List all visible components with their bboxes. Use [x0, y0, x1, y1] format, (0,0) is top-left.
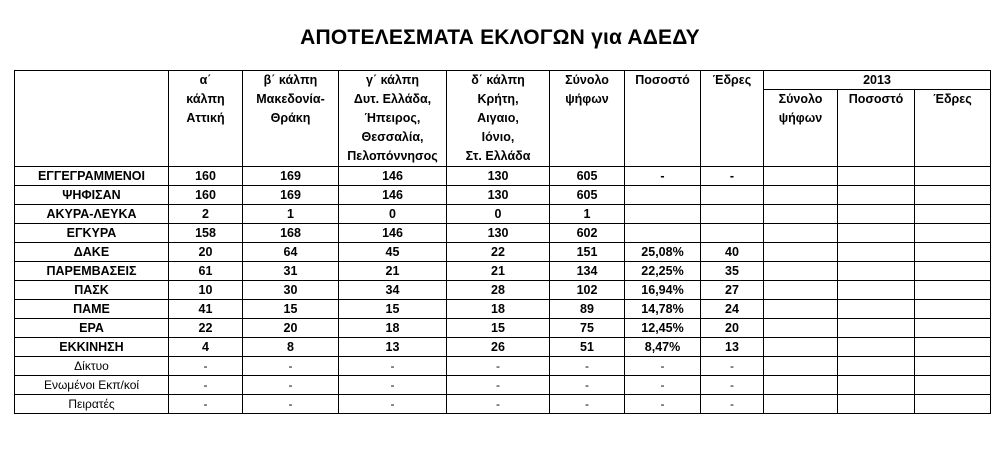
- table-cell: [701, 186, 764, 205]
- table-cell: [764, 167, 838, 186]
- header-line: Ποσοστό: [635, 73, 690, 87]
- table-cell: 0: [339, 205, 447, 224]
- header-line: Πελοπόννησος: [347, 149, 438, 163]
- table-cell: [764, 338, 838, 357]
- table-cell: 26: [447, 338, 550, 357]
- table-cell: [915, 376, 991, 395]
- row-label: ΨΗΦΙΣΑΝ: [15, 186, 169, 205]
- row-label: ΠΑΡΕΜΒΑΣΕΙΣ: [15, 262, 169, 281]
- table-cell: 151: [550, 243, 625, 262]
- table-cell: [701, 224, 764, 243]
- table-cell: 146: [339, 224, 447, 243]
- table-cell: 34: [339, 281, 447, 300]
- table-cell: [764, 395, 838, 414]
- table-cell: -: [701, 357, 764, 376]
- table-cell: 146: [339, 186, 447, 205]
- table-cell: [838, 224, 915, 243]
- table-cell: [838, 281, 915, 300]
- table-cell: -: [701, 395, 764, 414]
- table-cell: -: [625, 357, 701, 376]
- table-cell: 64: [243, 243, 339, 262]
- table-cell: 130: [447, 186, 550, 205]
- row-label: ΕΚΚΙΝΗΣΗ: [15, 338, 169, 357]
- table-cell: -: [243, 395, 339, 414]
- header-line: Σύνολο: [778, 92, 823, 106]
- table-cell: [764, 319, 838, 338]
- table-cell: 168: [243, 224, 339, 243]
- table-cell: [915, 281, 991, 300]
- header-line: Αττική: [186, 111, 225, 125]
- table-cell: 75: [550, 319, 625, 338]
- header-2013-percentage: [838, 90, 915, 167]
- table-cell: [915, 224, 991, 243]
- table-cell: 0: [447, 205, 550, 224]
- table-cell: 45: [339, 243, 447, 262]
- header-corner: [15, 71, 169, 167]
- table-cell: [915, 357, 991, 376]
- header-line: ψήφων: [565, 92, 609, 106]
- row-label: Δίκτυο: [15, 357, 169, 376]
- header-row: [15, 71, 991, 90]
- table-cell: -: [550, 395, 625, 414]
- row-label: ΕΓΓΕΓΡΑΜΜΕΝΟΙ: [15, 167, 169, 186]
- table-cell: [838, 319, 915, 338]
- table-row: [15, 300, 991, 319]
- table-cell: [838, 167, 915, 186]
- table-cell: 27: [701, 281, 764, 300]
- table-cell: 41: [169, 300, 243, 319]
- table-cell: 20: [243, 319, 339, 338]
- header-line: Κρήτη,: [477, 92, 519, 106]
- header-line: Δυτ. Ελλάδα,: [353, 92, 432, 106]
- table-cell: 158: [169, 224, 243, 243]
- table-cell: [838, 243, 915, 262]
- table-cell: [838, 395, 915, 414]
- table-cell: [701, 205, 764, 224]
- table-cell: -: [447, 376, 550, 395]
- header-line: α΄: [199, 73, 212, 87]
- table-cell: 18: [447, 300, 550, 319]
- header-line: Θεσσαλία,: [361, 130, 424, 144]
- table-cell: 4: [169, 338, 243, 357]
- table-cell: -: [625, 376, 701, 395]
- table-cell: -: [550, 376, 625, 395]
- table-cell: 28: [447, 281, 550, 300]
- table-cell: [764, 243, 838, 262]
- table-cell: 18: [339, 319, 447, 338]
- table-row: [15, 338, 991, 357]
- table-cell: 25,08%: [625, 243, 701, 262]
- table-cell: [915, 300, 991, 319]
- table-cell: 24: [701, 300, 764, 319]
- table-cell: [625, 205, 701, 224]
- table-cell: [838, 376, 915, 395]
- table-cell: [625, 224, 701, 243]
- table-cell: -: [339, 357, 447, 376]
- table-cell: -: [243, 376, 339, 395]
- table-cell: 2: [169, 205, 243, 224]
- header-line: Έδρες: [933, 92, 972, 106]
- table-cell: [915, 338, 991, 357]
- header-ballot-a: [169, 71, 243, 167]
- table-cell: 15: [447, 319, 550, 338]
- table-cell: [915, 243, 991, 262]
- table-cell: [764, 262, 838, 281]
- header-line: Αιγαιο,: [477, 111, 519, 125]
- table-row: [15, 357, 991, 376]
- table-cell: 8,47%: [625, 338, 701, 357]
- table-cell: [764, 186, 838, 205]
- table-cell: 1: [550, 205, 625, 224]
- header-line: β΄ κάλπη: [263, 73, 318, 87]
- table-cell: [838, 205, 915, 224]
- table-cell: -: [339, 376, 447, 395]
- table-cell: 22,25%: [625, 262, 701, 281]
- table-cell: [764, 300, 838, 319]
- table-cell: 146: [339, 167, 447, 186]
- table-cell: 61: [169, 262, 243, 281]
- table-cell: -: [447, 395, 550, 414]
- table-row: [15, 376, 991, 395]
- table-cell: 102: [550, 281, 625, 300]
- header-line: Ιόνιο,: [481, 130, 515, 144]
- table-cell: 13: [701, 338, 764, 357]
- table-cell: 22: [169, 319, 243, 338]
- table-cell: [764, 357, 838, 376]
- page-title: ΑΠΟΤΕΛΕΣΜΑΤΑ ΕΚΛΟΓΩΝ για ΑΔΕΔΥ: [300, 26, 700, 49]
- table-cell: 15: [243, 300, 339, 319]
- row-label: ΔΑΚΕ: [15, 243, 169, 262]
- header-line: Ήπειρος,: [364, 111, 421, 125]
- header-2013-seats: [915, 90, 991, 167]
- table-cell: 13: [339, 338, 447, 357]
- table-cell: 169: [243, 167, 339, 186]
- table-cell: [915, 395, 991, 414]
- table-cell: 605: [550, 186, 625, 205]
- header-line: γ΄ κάλπη: [366, 73, 419, 87]
- table-cell: -: [339, 395, 447, 414]
- table-cell: -: [169, 376, 243, 395]
- row-label: ΕΡΑ: [15, 319, 169, 338]
- header-year-2013: 2013: [764, 71, 991, 90]
- table-cell: [915, 205, 991, 224]
- table-cell: 1: [243, 205, 339, 224]
- table-cell: 605: [550, 167, 625, 186]
- table-row: [15, 224, 991, 243]
- row-label: ΕΓΚΥΡΑ: [15, 224, 169, 243]
- table-cell: [764, 224, 838, 243]
- table-cell: [838, 300, 915, 319]
- row-label: Ενωμένοι Εκπ/κοί: [15, 376, 169, 395]
- table-cell: -: [701, 167, 764, 186]
- table-cell: 89: [550, 300, 625, 319]
- header-seats: [701, 71, 764, 167]
- table-cell: [915, 319, 991, 338]
- table-cell: 130: [447, 167, 550, 186]
- table-row: [15, 281, 991, 300]
- table-cell: -: [169, 395, 243, 414]
- table-cell: 21: [339, 262, 447, 281]
- table-cell: 130: [447, 224, 550, 243]
- header-ballot-d: [447, 71, 550, 167]
- table-cell: 22: [447, 243, 550, 262]
- header-ballot-b: [243, 71, 339, 167]
- table-cell: 40: [701, 243, 764, 262]
- table-cell: 8: [243, 338, 339, 357]
- table-cell: -: [447, 357, 550, 376]
- table-cell: 602: [550, 224, 625, 243]
- table-cell: [915, 186, 991, 205]
- table-cell: 14,78%: [625, 300, 701, 319]
- header-ballot-c: [339, 71, 447, 167]
- header-line: Ποσοστό: [848, 92, 904, 106]
- table-cell: 16,94%: [625, 281, 701, 300]
- table-cell: [625, 186, 701, 205]
- table-cell: [838, 186, 915, 205]
- table-cell: [764, 376, 838, 395]
- results-table: [14, 70, 991, 414]
- table-cell: -: [625, 395, 701, 414]
- table-row: [15, 186, 991, 205]
- table-cell: 12,45%: [625, 319, 701, 338]
- table-cell: 51: [550, 338, 625, 357]
- table-cell: 20: [701, 319, 764, 338]
- table-cell: 15: [339, 300, 447, 319]
- table-row: [15, 395, 991, 414]
- row-label: ΠΑΜΕ: [15, 300, 169, 319]
- table-cell: -: [701, 376, 764, 395]
- table-cell: [838, 338, 915, 357]
- table-cell: 31: [243, 262, 339, 281]
- header-line: Θράκη: [270, 111, 311, 125]
- table-cell: [915, 262, 991, 281]
- header-2013-total-votes: [764, 90, 838, 167]
- table-row: [15, 205, 991, 224]
- table-cell: -: [625, 167, 701, 186]
- table-cell: -: [169, 357, 243, 376]
- table-cell: 35: [701, 262, 764, 281]
- header-total-votes: [550, 71, 625, 167]
- table-cell: 160: [169, 167, 243, 186]
- header-line: ψήφων: [778, 111, 823, 125]
- table-cell: -: [243, 357, 339, 376]
- header-line: Μακεδονία-: [256, 92, 325, 106]
- row-label: ΑΚΥΡΑ-ΛΕΥΚΑ: [15, 205, 169, 224]
- table-cell: 160: [169, 186, 243, 205]
- header-line: Στ. Ελλάδα: [465, 149, 531, 163]
- table-cell: 10: [169, 281, 243, 300]
- table-cell: -: [550, 357, 625, 376]
- table-cell: 20: [169, 243, 243, 262]
- results-table-body: [15, 71, 991, 414]
- header-line: Σύνολο: [565, 73, 609, 87]
- table-cell: 134: [550, 262, 625, 281]
- header-percentage: [625, 71, 701, 167]
- table-cell: [838, 357, 915, 376]
- table-row: [15, 319, 991, 338]
- table-cell: 30: [243, 281, 339, 300]
- table-cell: [915, 167, 991, 186]
- row-label: ΠΑΣΚ: [15, 281, 169, 300]
- table-cell: 21: [447, 262, 550, 281]
- table-cell: 169: [243, 186, 339, 205]
- table-row: [15, 167, 991, 186]
- table-cell: [838, 262, 915, 281]
- table-cell: [764, 281, 838, 300]
- header-line: Έδρες: [712, 73, 752, 87]
- row-label: Πειρατές: [15, 395, 169, 414]
- table-cell: [764, 205, 838, 224]
- table-row: [15, 262, 991, 281]
- header-line: κάλπη: [186, 92, 225, 106]
- header-line: δ΄ κάλπη: [471, 73, 525, 87]
- table-row: [15, 243, 991, 262]
